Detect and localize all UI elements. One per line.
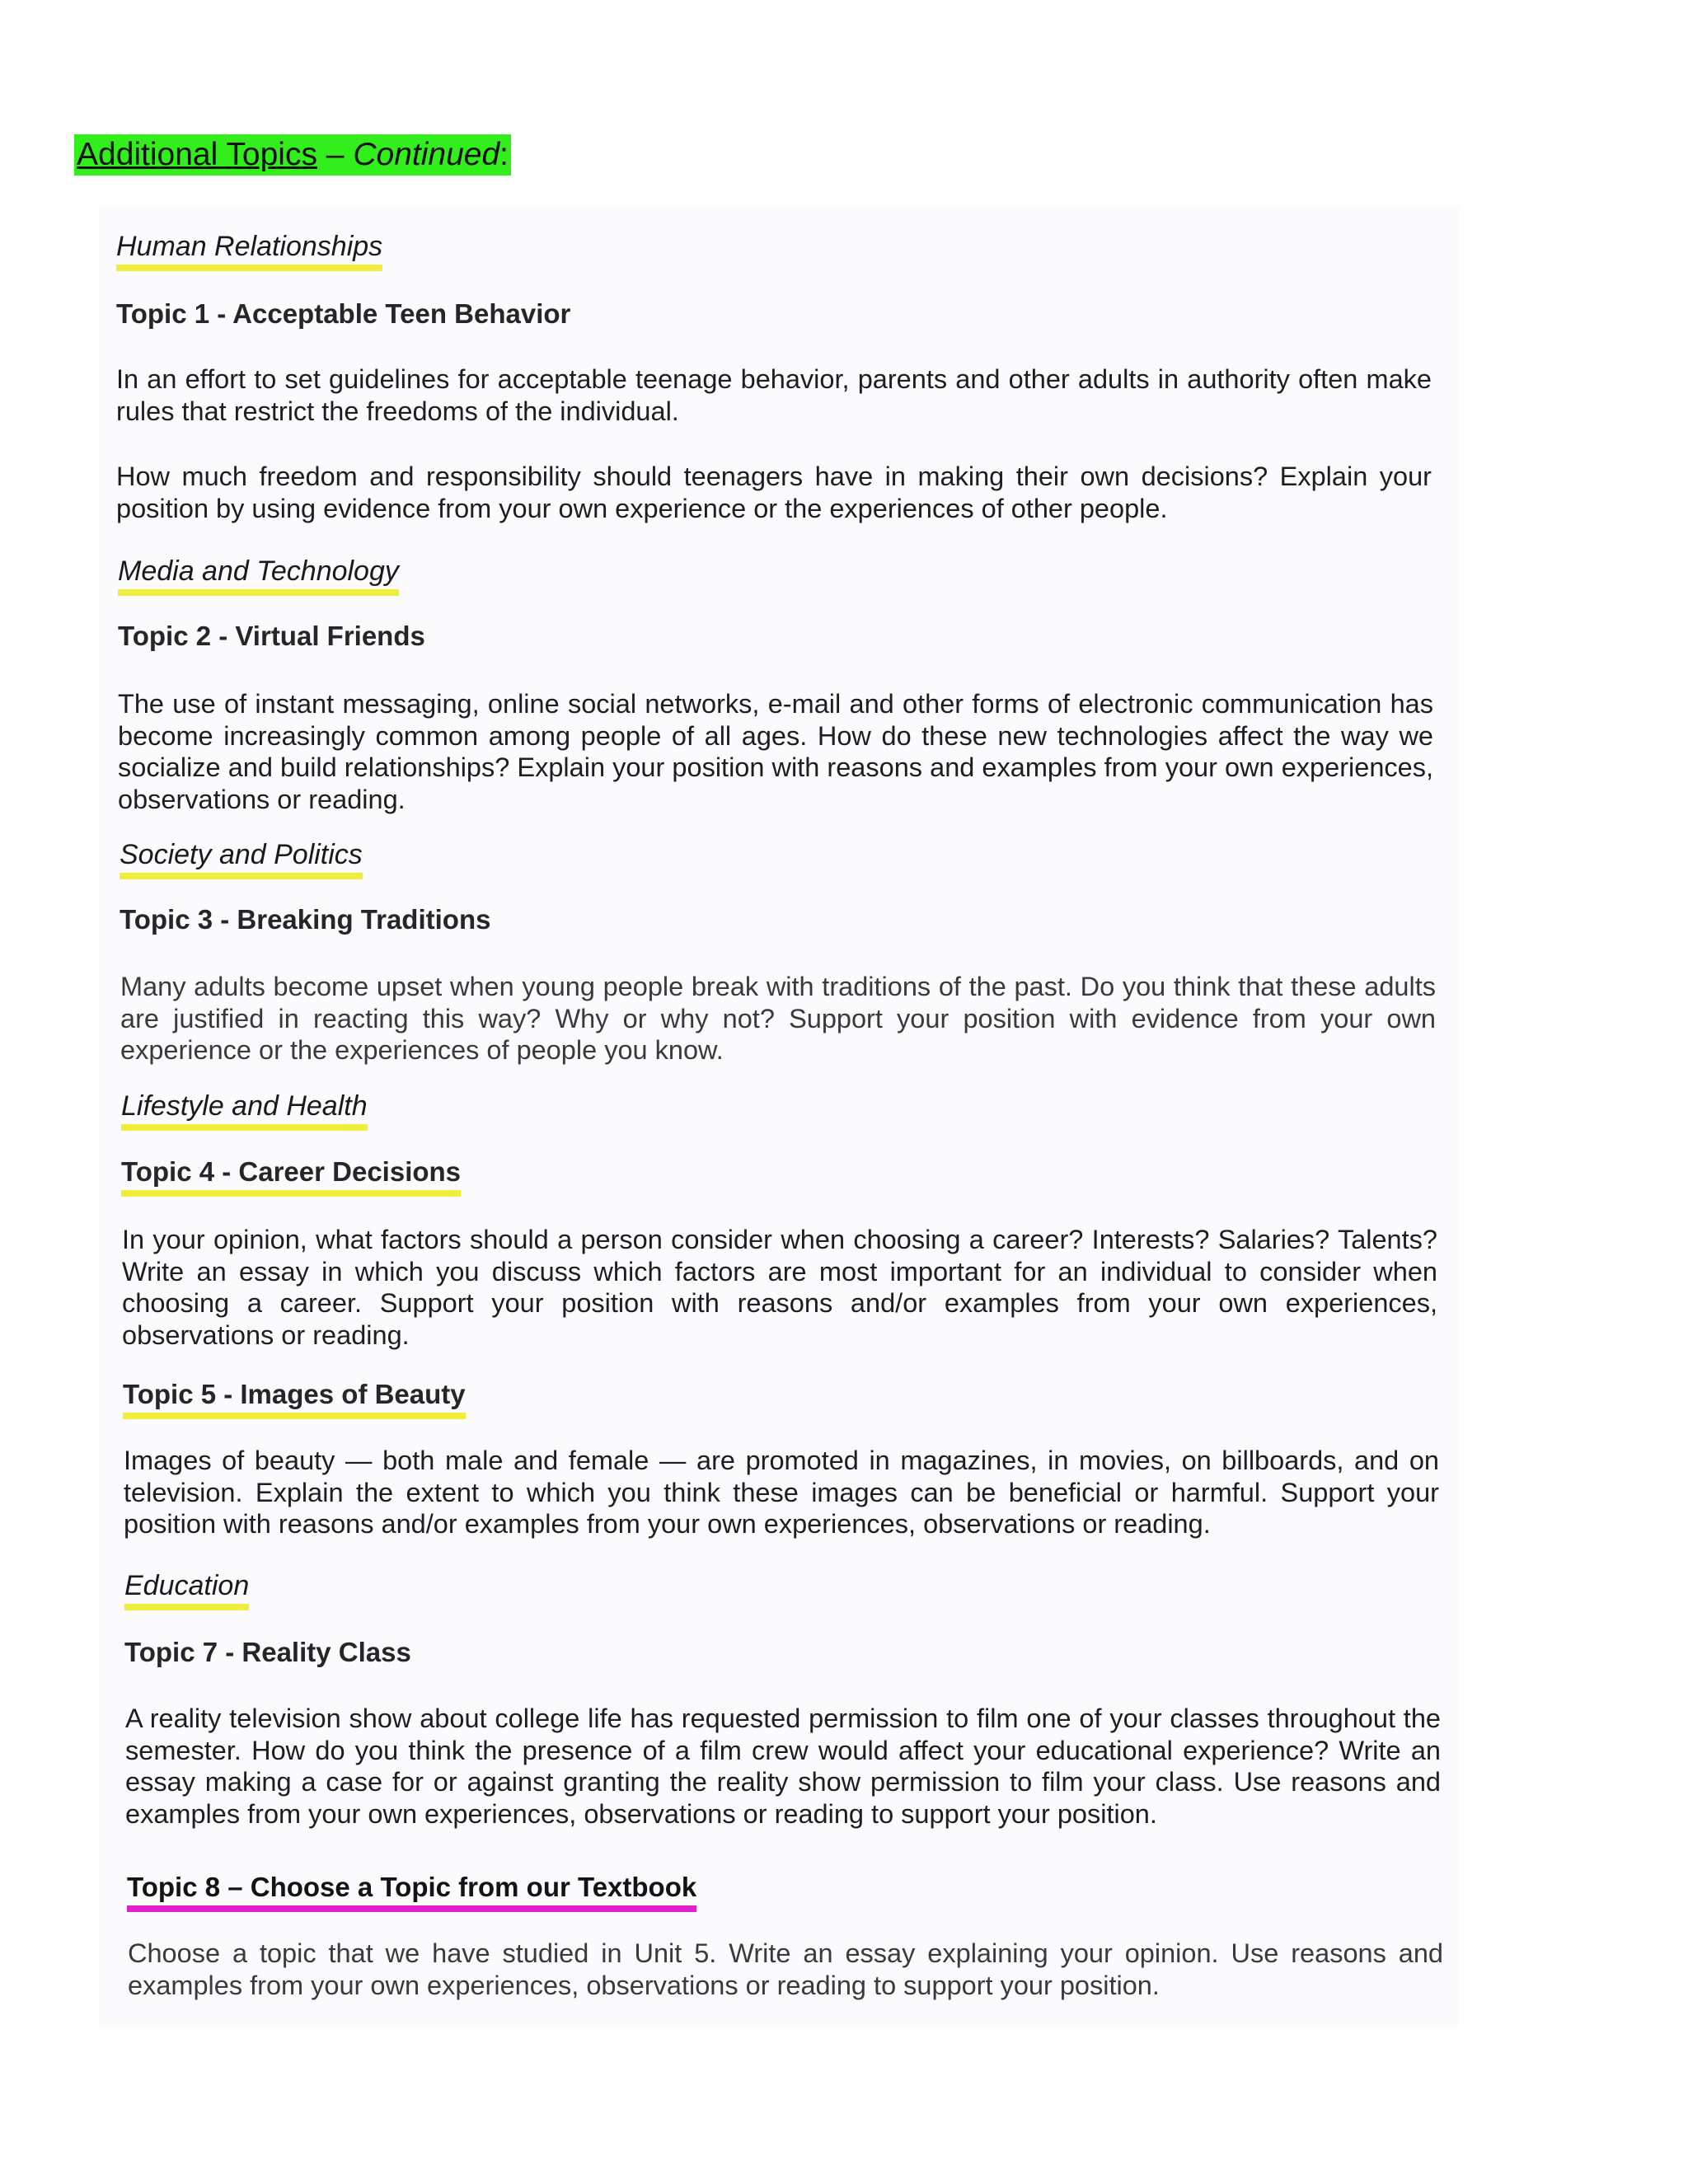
category-education: Education xyxy=(124,1569,249,1610)
topic-7-paragraph: A reality television show about college life has requested permission to film one of your classes throughout the semester. How do you think the presence of a film crew would affect your educational experience? Write an essay making a case for or against granting the reality show permission to film your class. Use reasons and examples from your own experiences, observations or reading to support your position. xyxy=(125,1704,1441,1829)
topic-1-paragraph-2: How much freedom and responsibility should teenagers have in making their own decisions? Explain your position by using evidence from your own experience or the experiences of other people. xyxy=(116,462,1432,523)
header-tail: : xyxy=(499,137,509,172)
header-separator: – xyxy=(316,137,354,172)
topic-5-paragraph: Images of beauty — both male and female — are promoted in magazines, in movies, on billboards, and on television. Explain the extent to which you think these images can be beneficial or harmful. Support your position with reasons and/or examples from your own experiences, observations or reading. xyxy=(124,1446,1439,1539)
topic-2-title: Topic 2 - Virtual Friends xyxy=(118,621,425,651)
topic-4-title: Topic 4 - Career Decisions xyxy=(121,1155,461,1197)
topic-3-paragraph: Many adults become upset when young people break with traditions of the past. Do you think that these adults are justified in reacting this way? Why or why not? Support your position with evidence from your own experience or the experiences of people you know. xyxy=(120,972,1436,1065)
category-human-relationships: Human Relationships xyxy=(116,230,382,271)
topic-1-paragraph-1: In an effort to set guidelines for acceptable teenage behavior, parents and other adults in authority often make rules that restrict the freedoms of the individual. xyxy=(116,364,1432,426)
topic-8-title: Topic 8 – Choose a Topic from our Textbook xyxy=(127,1871,696,1912)
topic-4-paragraph: In your opinion, what factors should a person consider when choosing a career? Interests? Salaries? Talents? Write an essay in which you discuss which factors are most important for an individual to consider when choosing a career. Support your position with reasons and/or examples from your own experiences, observations or reading. xyxy=(122,1225,1437,1350)
topic-7-title: Topic 7 - Reality Class xyxy=(124,1637,411,1667)
topic-1-title: Topic 1 - Acceptable Teen Behavior xyxy=(116,298,571,329)
topic-3-title: Topic 3 - Breaking Traditions xyxy=(120,904,491,935)
topic-8-paragraph: Choose a topic that we have studied in Unit 5. Write an essay explaining your opinion. Use reasons and examples from your own experiences, observations or reading to support your position. xyxy=(128,1938,1443,2000)
category-media-technology: Media and Technology xyxy=(118,555,399,596)
header-italic-text: Continued xyxy=(353,137,500,172)
category-lifestyle-health: Lifestyle and Health xyxy=(121,1090,368,1131)
header-underlined-text: Additional Topics xyxy=(77,137,317,172)
topic-5-title: Topic 5 - Images of Beauty xyxy=(123,1378,466,1419)
page-header xyxy=(74,134,511,176)
category-society-politics: Society and Politics xyxy=(120,838,363,879)
topic-2-paragraph: The use of instant messaging, online social networks, e-mail and other forms of electronic communication has become increasingly common among people of all ages. How do these new technologies affect the way we socialize and build relationships? Explain your position with reasons and examples from your own experiences, observations or reading. xyxy=(118,689,1433,814)
